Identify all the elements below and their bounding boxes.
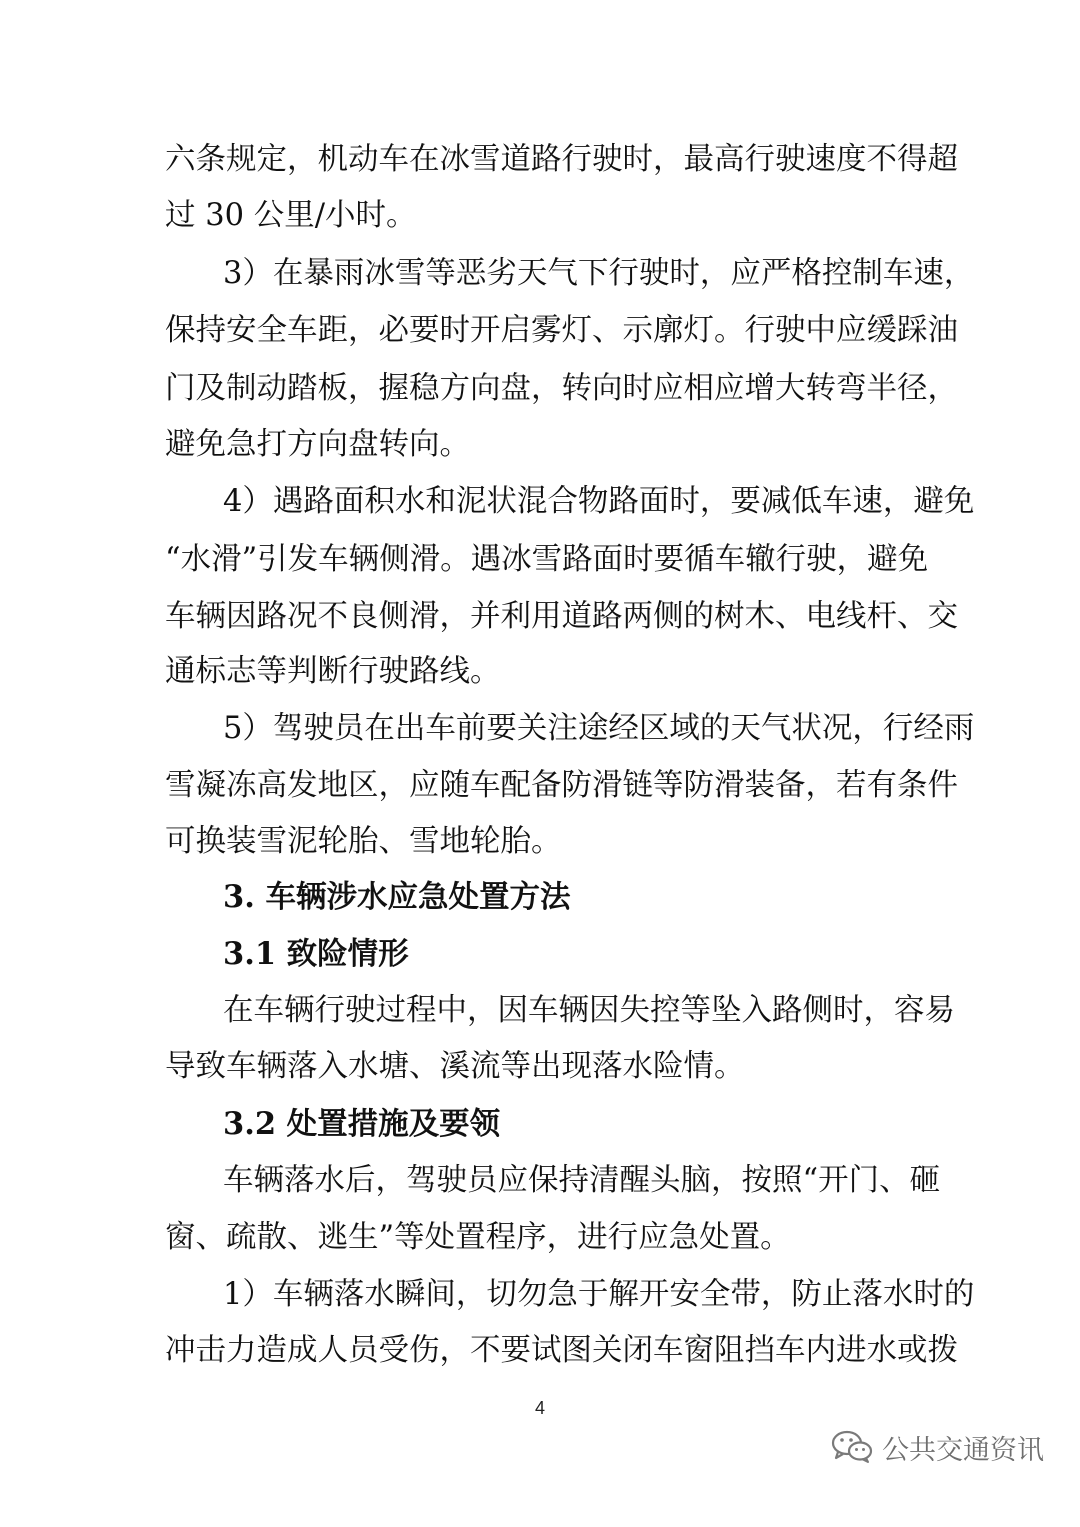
text-line: 冲击力造成人员受伤，不要试图关闭车窗阻挡车内进水或拨	[165, 1333, 958, 1368]
text-line: “水滑”引发车辆侧滑。遇冰雪路面时要循车辙行驶，避免	[165, 542, 929, 577]
subsection-heading: 3.2 处置措施及要领	[223, 1106, 501, 1142]
text-line: 窗、疏散、逃生”等处置程序，进行应急处置。	[165, 1220, 791, 1255]
watermark	[830, 1427, 1044, 1467]
page-number: 4	[534, 1398, 545, 1418]
text-line: 车辆落水后，驾驶员应保持清醒头脑，按照“开门、砸	[223, 1163, 941, 1198]
text-line: 在车辆行驶过程中，因车辆因失控等坠入路侧时，容易	[223, 993, 955, 1028]
text-line: 1）车辆落水瞬间，切勿急于解开安全带，防止落水时的	[223, 1277, 975, 1312]
subsection-heading: 3.1 致险情形	[223, 936, 409, 972]
text-line: 保持安全车距，必要时开启雾灯、示廓灯。行驶中应缓踩油	[165, 313, 958, 348]
text-line: 六条规定，机动车在冰雪道路行驶时，最高行驶速度不得超	[165, 142, 958, 177]
text-line: 4）遇路面积水和泥状混合物路面时，要减低车速，避免	[223, 484, 975, 519]
text-line: 导致车辆落入水塘、溪流等出现落水险情。	[165, 1049, 745, 1084]
text-line: 5）驾驶员在出车前要关注途经区域的天气状况，行经雨	[223, 711, 975, 746]
text-line: 通标志等判断行驶路线。	[165, 654, 501, 689]
section-heading: 3. 车辆涉水应急处置方法	[223, 879, 571, 915]
text-line: 雪凝冻高发地区，应随车配备防滑链等防滑装备，若有条件	[165, 768, 958, 803]
watermark-text: 公共交通资讯	[882, 1434, 1044, 1466]
text-line: 门及制动踏板，握稳方向盘，转向时应相应增大转弯半径，	[165, 371, 958, 406]
text-line: 避免急打方向盘转向。	[165, 427, 470, 462]
text-line: 车辆因路况不良侧滑，并利用道路两侧的树木、电线杆、交	[165, 599, 958, 634]
text-line: 3）在暴雨冰雪等恶劣天气下行驶时，应严格控制车速，	[223, 256, 975, 291]
text-line: 可换装雪泥轮胎、雪地轮胎。	[165, 824, 562, 859]
text-line: 过 30 公里/小时。	[165, 198, 417, 233]
wechat-icon	[830, 1429, 874, 1465]
